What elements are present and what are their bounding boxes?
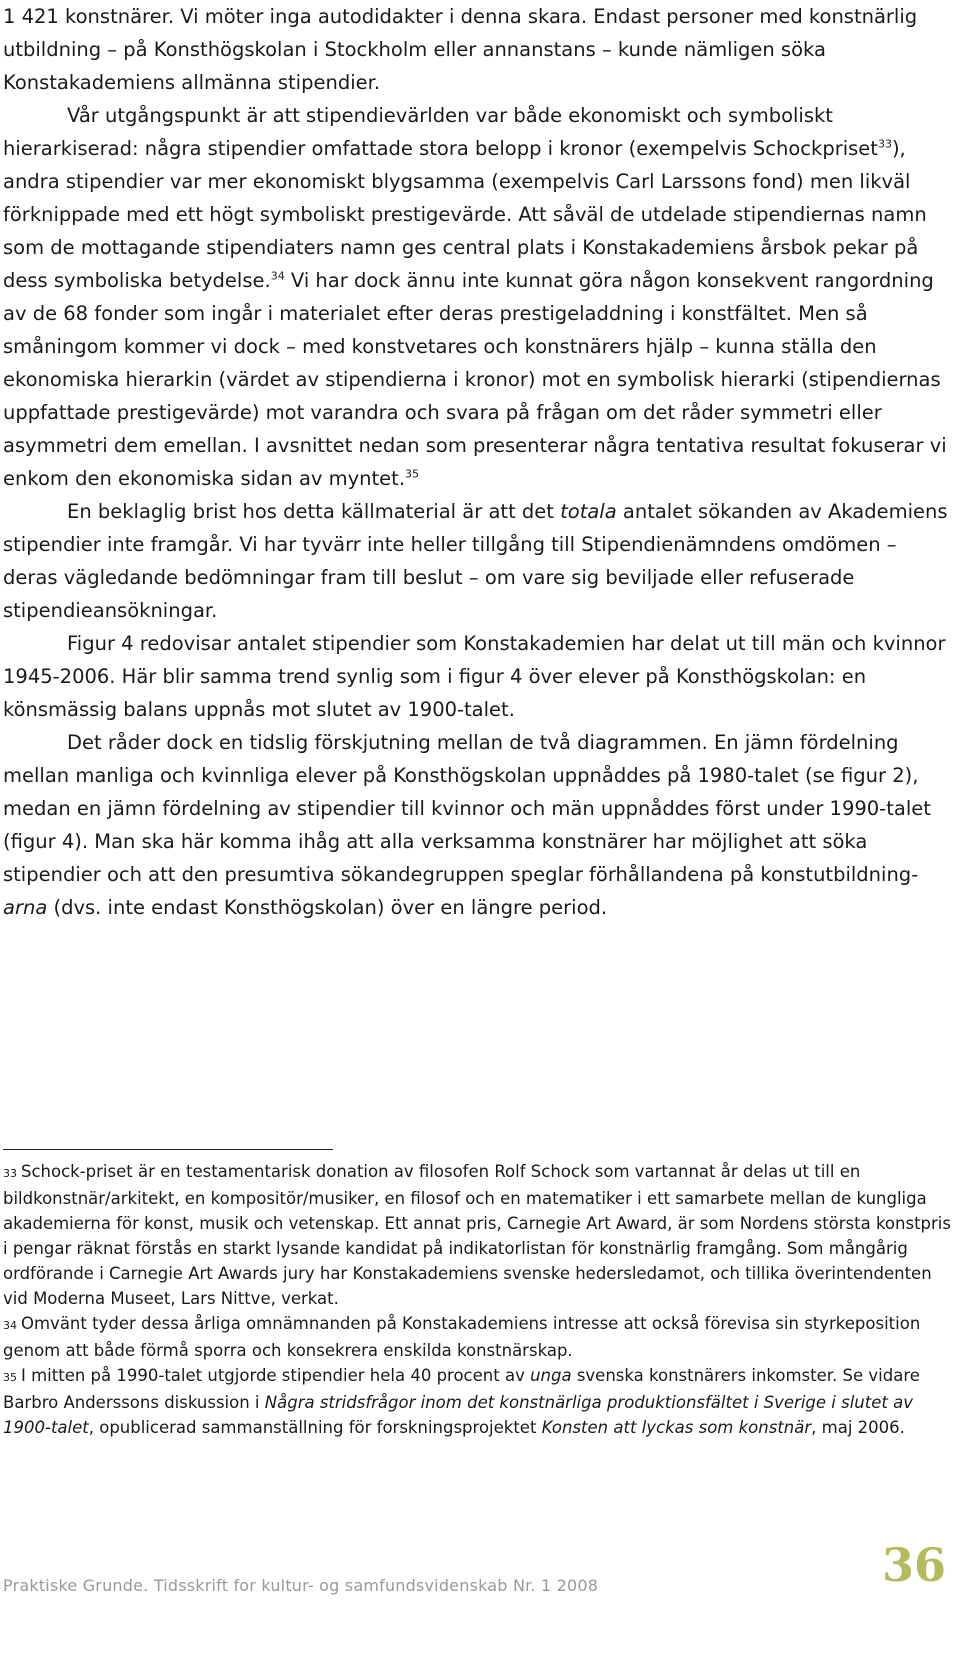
footnote-ref-33[interactable]: 33 [877,137,892,151]
footnote-divider [3,1149,333,1150]
paragraph-5: Det råder dock en tidslig förskjutning mellan de två diagrammen. En jämn fördelning mellan manliga och kvinnliga elever på Konsthögskolan uppnåddes på 1980-talet (se figur 2), medan en jämn fördelning av stipendier till kvinnor och män uppnåddes först under 1990-talet (figur 4). Man ska här komma ihåg att alla verksamma konstnärer har möjlighet att söka stipendier och att den presumtiva sökandegruppen speglar förhållandena på konstutbildning-arna (dvs. inte endast Konsthögskolan) över en längre period. [3,731,931,919]
paragraph-1: 1 421 konstnärer. Vi möter inga autodidakter i denna skara. Endast personer med konstnärlig utbildning – på Konsthögskolan i Stockholm eller annanstans – kunde nämligen söka Konstakademiens allmänna stipendier. [3,5,918,94]
footnote-ref-35[interactable]: 35 [405,467,420,481]
paragraph-4: Figur 4 redovisar antalet stipendier som Konstakademien har delat ut till män och kvinnor 1945-2006. Här blir samma trend synlig som i figur 4 över elever på Konsthögskolan: en könsmässig balans uppnås mot slutet av 1900-talet. [3,632,946,721]
paragraph-3: En beklaglig brist hos detta källmaterial är att det totala antalet sökanden av Akademiens stipendier inte framgår. Vi har tyvärr inte heller tillgång till Stipendienämndens omdömen – deras vägledande bedömningar fram till beslut – om vare sig beviljade eller refuserade stipendieansökningar. [3,500,948,622]
paragraph-2: Vår utgångspunkt är att stipendievärlden var både ekonomiskt och symboliskt hierarkiserad: några stipendier omfattade stora belopp i kronor (exempelvis Schockpriset$^{33}$), andra stipendier var mer ekonomiskt blygsamma (exempelvis Carl Larssons fond) men likväl förknippade med ett högt symboliskt prestigevärde. Att såväl de utdelade stipendiernas namn som de mottagande stipendiaters namn ges central plats i Konstakademiens årsbok pekar på dess symboliska betydelse.$^{34}$ Vi har dock ännu inte kunnat göra någon konsekvent rangordning av de 68 fonder som ingår i materialet efter deras prestigeladdning i konstfältet. Men så småningom kommer vi dock – med konstvetares och konstnärers hjälp – kunna ställa den ekonomiska hierarkin (värdet av stipendierna i kronor) mot en symbolisk hierarki (stipendiernas uppfattade prestigevärde) mot varandra och svara på frågan om det råder symmetri eller asymmetri dem emellan. I avsnittet nedan som presenterar några tentativa resultat fokuserar vi enkom den ekonomiska sidan av myntet.$^{35}$ [3,104,947,490]
footnote-number: 35 [3,1371,17,1384]
footnote-number: 33 [3,1167,17,1180]
footnote-35: 35 I mitten på 1990-talet utgjorde stipendier hela 40 procent av unga svenska konstnärers inkomster. Se vidare Barbro Anderssons diskussion i Några stridsfrågor inom det konstnärliga produktionsfältet i Sverige i slutet av 1900-talet, opublicerad sammanställning för forskningsprojektet Konsten att lyckas som konstnär, maj 2006. [3,1366,920,1437]
footnote-ref-34[interactable]: 34 [270,269,285,283]
footnotes [3,1159,953,1440]
journal-footer: Praktiske Grunde. Tidsskrift for kultur- og samfundsvidenskab Nr. 1 2008 [3,1576,599,1595]
footnote-number: 34 [3,1319,17,1332]
footnote-33: 33 Schock-priset är en testamentarisk donation av filosofen Rolf Schock som vartannat år delas ut till en bildkonstnär/arkitekt, en kompositör/musiker, en filosof och en matematiker i ett samarbete mellan de kungliga akademierna för konst, musik och vetenskap. Ett annat pris, Carnegie Art Award, är som Nordens största konstpris i pengar räknat förstås en starkt lysande kandidat på indikatorlistan för konstnärlig framgång. Som mångårig ordförande i Carnegie Art Awards jury har Konstakademiens svenske hedersledamot, och tillika överintendenten vid Moderna Museet, Lars Nittve, verkat. [3,1162,951,1308]
body-text [3,0,953,924]
footnote-34: 34 Omvänt tyder dessa årliga omnämnanden på Konstakademiens intresse att också förevisa sin styrkeposition genom att både förmå sporra och konsekrera enskilda konstnärskap. [3,1314,921,1360]
page-number: 36 [881,1538,946,1592]
